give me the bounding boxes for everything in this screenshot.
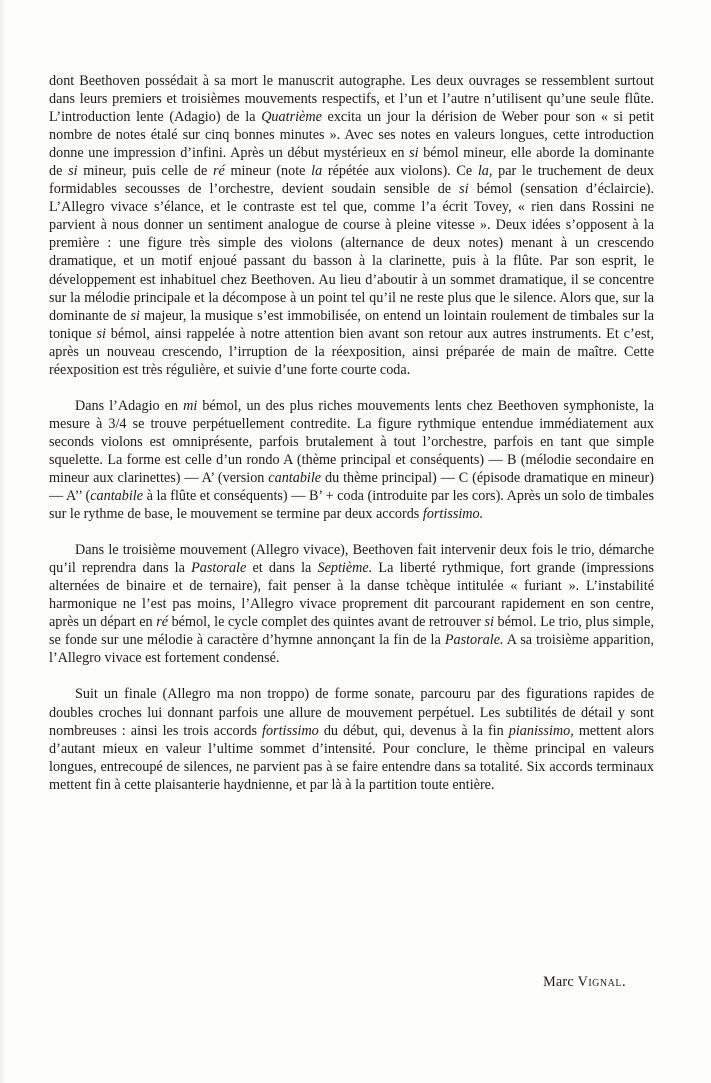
paragraph-3 [49, 541, 654, 667]
italic-run: si [68, 163, 78, 180]
article-body [49, 72, 654, 794]
paragraph-1 [49, 72, 654, 379]
text-run: bémol. Le trio, plus simple, se fonde sur une mélodie à caractère d’hymne annonçant la fin de la [49, 614, 654, 649]
page-edge-shadow [0, 0, 6, 1083]
text-run: Suit un finale (Allegro ma non troppo) de forme sonate, parcouru par des figurations rapides de doubles croches lui donnant parfois une allure de mouvement perpétuel. Les subtilités de détail y sont nombreuses : ainsi les trois accords [49, 686, 654, 739]
italic-run: Pastorale. [444, 632, 504, 649]
author-signature [543, 974, 626, 991]
italic-run: la, [477, 163, 493, 180]
text-run: et dans la [246, 560, 318, 577]
text-run: mineur, puis celle de [77, 163, 213, 180]
text-run: Dans le troisième mouvement (Allegro vivace), Beethoven fait intervenir deux fois le trio, démarche qu’il reprendra dans la [49, 542, 654, 577]
italic-run: si [459, 181, 469, 198]
text-run: excita un jour la dérision de Weber pour son « si petit nombre de notes étalé sur cinq bonnes minutes ». Avec ses notes en valeurs longues, cette introduction donne une impression d’infini. Après un début mystérieux en [49, 109, 654, 162]
italic-run: Septième. [317, 560, 373, 577]
italic-run: Quatrième [261, 109, 322, 126]
text-run: A sa troisième apparition, l’Allegro vivace est fortement condensé. [49, 632, 655, 667]
text-run: bémol, ainsi rappelée à notre attention bien avant son retour aux autres instruments. Et c’est, après un nouveau crescendo, l’irruption de la réexposition, ainsi préparée de main de maître. Cette réexposition est très régulière, et suivie d’une forte courte coda. [49, 325, 654, 378]
text-run: répétée aux violons). Ce [322, 163, 478, 180]
italic-run: mi [183, 397, 198, 414]
text-run: du thème principal) — C (épisode dramatique en mineur) — A’’ ( [49, 469, 654, 505]
text-run: Dans l’Adagio en [75, 397, 184, 414]
paragraph-2 [49, 397, 654, 523]
italic-run: ré [212, 163, 225, 180]
text-run: bémol mineur, elle aborde la dominante de [49, 145, 654, 180]
italic-run: fortissimo. [422, 506, 484, 523]
italic-run: si [409, 145, 419, 162]
text-run: bémol (sensation d’éclaircie). L’Allegro vivace s’élance, et le contraste est tel que, comme l’a écrit Tovey, « rien dans Rossini ne parvient à nous donner un sentiment analogue de course à pleine vitesse ». Deux idées s’opposent à la première : une figure très simple des violons (alternance de deux notes) menant à un crescendo dramatique, et un motif enjoué passant du basson à la clarinette, puis à la flûte. Par son esprit, le développement est inhabituel chez Beethoven. Au lieu d’aboutir à un sommet dramatique, il se concentre sur la mélodie principale et la décompose à un point tel qu’il ne reste plus que le silence. Alors que, sur la dominante de [49, 181, 654, 324]
text-run: mettent alors d’autant mieux en valeur l’ultime sommet d’intensité. Pour conclure, le thème principal en valeurs longues, entrecoupé de silences, ne parvient pas à se faire entendre dans sa totalité. Six accords terminaux mettent fin à cette plaisanterie haydnienne, et par là à la partition toute entière. [49, 722, 654, 793]
text-run: à la flûte et conséquents) — B’ + coda (introduite par les cors). Après un solo de timbales sur le rythme de base, le mouvement se termine par deux accords [49, 488, 654, 523]
paragraph-4 [49, 685, 654, 793]
italic-run: si [130, 307, 140, 324]
text-run: mineur (note [224, 163, 312, 180]
italic-run: cantabile [90, 488, 144, 505]
author-first-name: Marc [543, 974, 574, 990]
italic-run: ré [156, 614, 169, 631]
text-run: par le truchement de deux formidables secousses de l’orchestre, devient soudain sensible de [49, 163, 654, 198]
text-run: majeur, la musique s’est immobilisée, on entend un lointain roulement de timbales sur la tonique [49, 307, 654, 342]
italic-run: fortissimo [262, 722, 319, 739]
italic-run: Pastorale [191, 560, 247, 577]
italic-run: si [96, 325, 106, 342]
author-last-name: Vignal. [577, 974, 626, 990]
text-run: bémol, un des plus riches mouvements lents chez Beethoven symphoniste, la mesure à 3/4 se trouve perpétuellement contredite. La figure rythmique entendue immédiatement aux seconds violons est omniprésente, parfois brutalement à tout l’orchestre, parfois en tant que simple squelette. La forme est celle d’un rondo A (thème principal et conséquents) — B (mélodie secondaire en mineur aux clarinettes) — A’ (version [49, 397, 654, 486]
italic-run: cantabile [268, 469, 322, 486]
italic-run: si [484, 614, 494, 631]
italic-run: pianissimo, [508, 722, 574, 739]
text-run: La liberté rythmique, fort grande (impressions alternées de binaire et de ternaire), fait penser à la danse tchèque intitulée « furiant ». L’instabilité harmonique ne l’est pas moins, l’Allegro vivace proprement dit parcourant rapidement en son centre, après un départ en [49, 560, 654, 631]
italic-run: la [311, 163, 323, 180]
text-run: dont Beethoven possédait à sa mort le manuscrit autographe. Les deux ouvrages se ressemblent surtout dans leurs premiers et troisièmes mouvements respectifs, et l’un et l’autre n’utilisent qu’une seule flûte. L’introduction lente (Adagio) de la [49, 73, 654, 126]
text-run: bémol, le cycle complet des quintes avant de retrouver [168, 614, 485, 631]
text-run: du début, qui, devenus à la fin [318, 722, 509, 739]
